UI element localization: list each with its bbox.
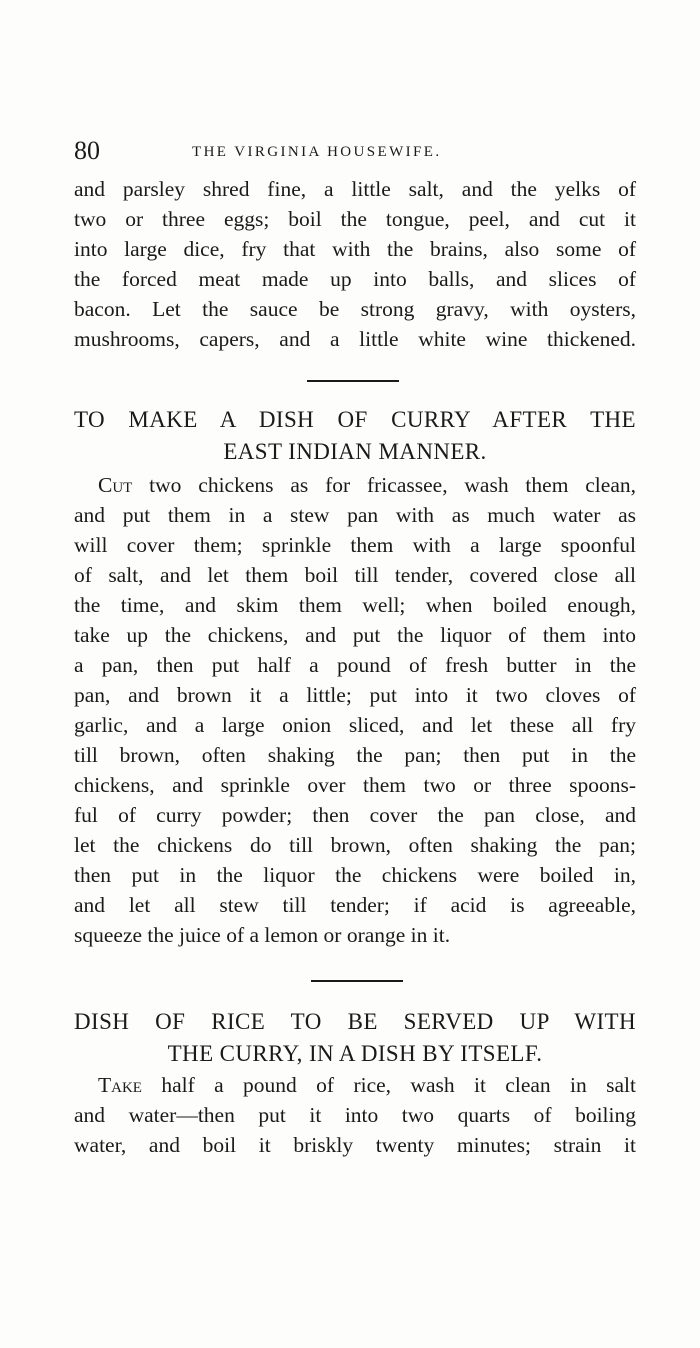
text-line: and parsley shred fine, a little salt, and the yelks of: [74, 177, 636, 201]
text-line: will cover them; sprinkle them with a large spoonful: [74, 533, 636, 557]
text-line: water, and boil it briskly twenty minutes; strain it: [74, 1133, 636, 1157]
section-divider: [307, 380, 399, 382]
text-line: [74, 1070, 636, 1100]
text-line: squeeze the juice of a lemon or orange in it.: [74, 923, 451, 947]
text-line: till brown, often shaking the pan; then put in the: [74, 743, 636, 767]
text-line: take up the chickens, and put the liquor of them into: [74, 623, 636, 647]
text-line: [74, 470, 636, 500]
page-header: [74, 136, 636, 168]
text-line: chickens, and sprinkle over them two or three spoons-: [74, 773, 636, 797]
text-line: then put in the liquor the chickens were boiled in,: [74, 863, 636, 887]
text-line: and put them in a stew pan with as much water as: [74, 503, 636, 527]
text-line: let the chickens do till brown, often shaking the pan;: [74, 833, 636, 857]
text-line: ful of curry powder; then cover the pan close, and: [74, 803, 636, 827]
lead-word: Cut: [98, 473, 133, 497]
text-line: and water—then put it into two quarts of boiling: [74, 1103, 636, 1127]
heading-line: TO MAKE A DISH OF CURRY AFTER THE: [74, 407, 636, 432]
text-line: of salt, and let them boil till tender, covered close all: [74, 563, 636, 587]
page-number: 80: [74, 136, 100, 165]
text-line: two or three eggs; boil the tongue, peel, and cut it: [74, 207, 636, 231]
recipe-heading-rice: [74, 1006, 636, 1070]
text-line: mushrooms, capers, and a little white wine thickened.: [74, 327, 636, 351]
recipe-heading-curry: [74, 404, 636, 468]
text-line: bacon. Let the sauce be strong gravy, with oysters,: [74, 297, 636, 321]
recipe-body-rice: [74, 1070, 636, 1160]
heading-line: DISH OF RICE TO BE SERVED UP WITH: [74, 1009, 636, 1034]
first-line-text: two chickens as for fricassee, wash them clean,: [132, 473, 636, 497]
heading-line: THE CURRY, IN A DISH BY ITSELF.: [167, 1041, 543, 1066]
text-line: and let all stew till tender; if acid is agreeable,: [74, 893, 636, 917]
running-head: THE VIRGINIA HOUSEWIFE.: [192, 144, 442, 160]
text-line: pan, and brown it a little; put into it two cloves of: [74, 683, 636, 707]
heading-line: EAST INDIAN MANNER.: [223, 439, 487, 464]
text-line: the forced meat made up into balls, and slices of: [74, 267, 636, 291]
text-line: a pan, then put half a pound of fresh butter in the: [74, 653, 636, 677]
text-line: the time, and skim them well; when boiled enough,: [74, 593, 636, 617]
continuation-paragraph: [74, 174, 636, 354]
text-line: into large dice, fry that with the brains, also some of: [74, 237, 636, 261]
recipe-body-curry: [74, 470, 636, 950]
lead-word: Take: [98, 1073, 142, 1097]
text-line: garlic, and a large onion sliced, and let these all fry: [74, 713, 636, 737]
first-line-text: half a pound of rice, wash it clean in salt: [141, 1073, 636, 1097]
section-divider: [311, 980, 403, 982]
